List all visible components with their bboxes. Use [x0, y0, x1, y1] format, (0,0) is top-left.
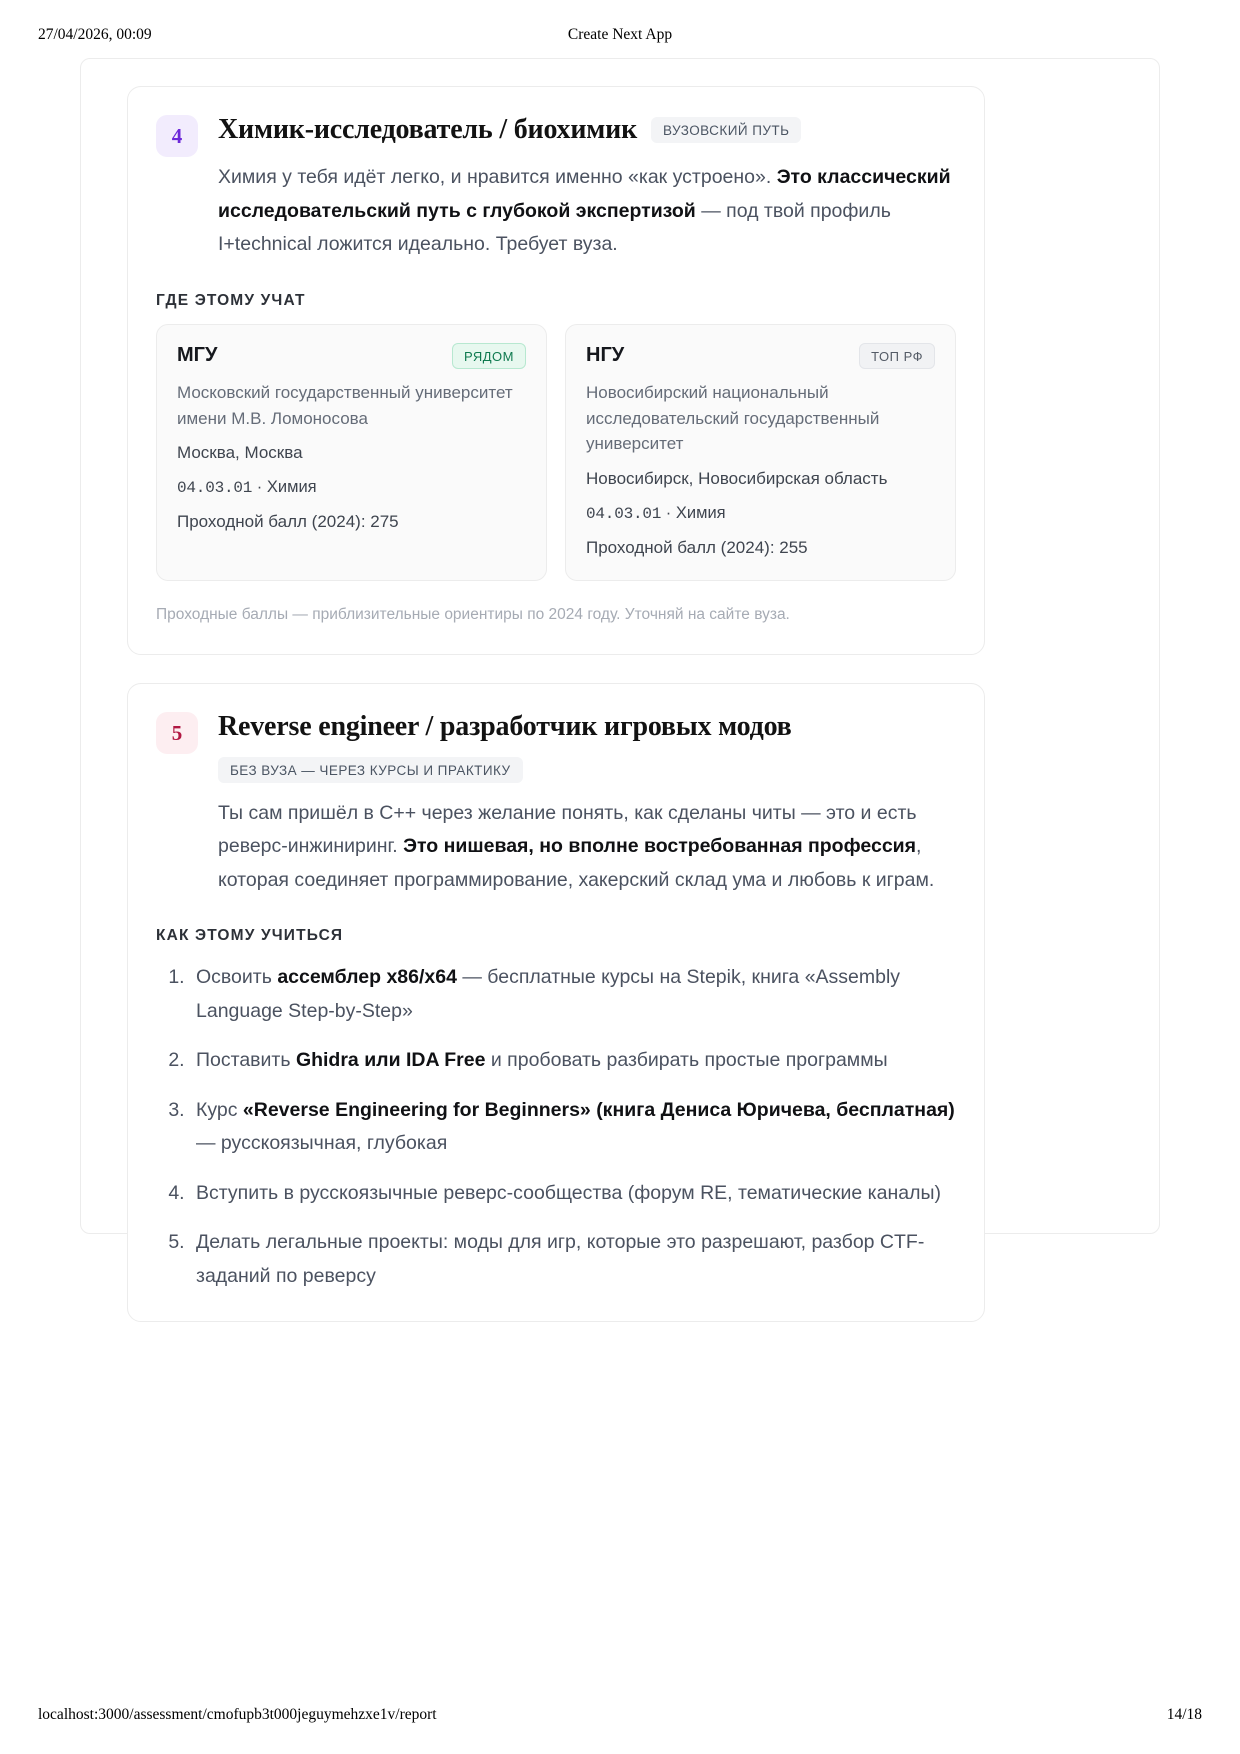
career-description: [218, 161, 956, 262]
step-text-tail: — русскоязычная, глубокая: [196, 1132, 448, 1155]
description-text-tail: — под твой профиль I+technical ложится идеально. Требует вуза.: [218, 199, 891, 256]
step-text-lead: Вступить в русскоязычные реверс-сообщества (форум RE, тематические каналы): [196, 1181, 941, 1204]
step-text-highlight: Ghidra или IDA Free: [295, 1049, 486, 1072]
career-card-reverse-engineer: [127, 683, 985, 1322]
list-item: [190, 961, 956, 1028]
university-short-name: НГУ: [586, 344, 625, 367]
step-text-tail: — бесплатные курсы на Stepik, книга «Assembly Language Step-by-Step»: [196, 966, 901, 1022]
program-name: Химия: [675, 503, 726, 522]
program-code: 04.03.01: [586, 504, 662, 523]
passing-score-note: Проходные баллы — приблизительные ориентиры по 2024 году. Уточняй на сайте вуза.: [156, 606, 790, 624]
rank-badge: 4: [156, 115, 198, 157]
step-text-highlight: ассемблер x86/x64: [277, 966, 457, 989]
description-text-tail: , которая соединяет программирование, хакерский склад ума и любовь к играм.: [218, 835, 935, 891]
program-name: Химия: [266, 477, 317, 496]
university-passing-score: Проходной балл (2024): 255: [586, 537, 808, 557]
university-full-name: Новосибирский национальный исследовательский государственный университет: [586, 382, 880, 454]
card-header-body: [218, 113, 956, 262]
print-footer: [0, 1706, 1240, 1728]
university-card-header: [586, 343, 935, 369]
report-page-sheet: [80, 58, 1160, 1287]
card-header-body: [218, 710, 956, 897]
career-title: Химик-исследователь / биохимик: [218, 114, 638, 145]
program-code: 04.03.01: [177, 478, 253, 497]
career-description: [218, 797, 956, 898]
list-item: [190, 1044, 956, 1078]
path-tag: ВУЗОВСКИЙ ПУТЬ: [651, 117, 801, 143]
university-program: 04.03.01 · Химия: [586, 503, 726, 523]
step-text-tail: и пробовать разбирать простые программы: [485, 1049, 888, 1072]
university-card-header: [177, 343, 526, 369]
list-item: [190, 1226, 956, 1293]
description-text-highlight: Это классический исследовательский путь с глубокой экспертизой: [218, 166, 951, 222]
university-badge: ТОП РФ: [859, 343, 935, 369]
path-tag: БЕЗ ВУЗА — ЧЕРЕЗ КУРСЫ И ПРАКТИКУ: [218, 757, 523, 783]
career-card-chemist: [127, 86, 985, 655]
university-grid: [156, 324, 956, 581]
university-program: 04.03.01 · Химия: [177, 477, 317, 497]
university-passing-score: Проходной балл (2024): 275: [177, 511, 399, 531]
step-text-lead: Поставить: [196, 1049, 296, 1072]
report-content: [127, 86, 985, 1350]
print-header: [0, 26, 1240, 48]
description-text-lead: Ты сам пришёл в C++ через желание понять, как сделаны читы — это и есть реверс-инжиниринг.: [218, 801, 917, 858]
university-badge: РЯДОМ: [452, 343, 526, 369]
description-text-highlight: Это нишевая, но вполне востребованная профессия: [403, 835, 917, 858]
section-title-how-to-learn: КАК ЭТОМУ УЧИТЬСЯ: [156, 927, 344, 945]
step-text-lead: Курс: [196, 1098, 243, 1121]
university-full-name: Московский государственный университет имени М.В. Ломоносова: [177, 382, 513, 428]
card-header: [156, 113, 956, 262]
list-item: [190, 1094, 956, 1161]
step-text-lead: Делать легальные проекты: моды для игр, которые это разрешают, разбор CTF-заданий по реверсу: [196, 1231, 925, 1287]
print-page-number: 14/18: [1166, 1706, 1202, 1723]
rank-badge: 5: [156, 712, 198, 754]
section-title-where-to-study: ГДЕ ЭТОМУ УЧАТ: [156, 291, 306, 309]
description-text-lead: Химия у тебя идёт легко, и нравится именно «как устроено».: [218, 166, 777, 189]
print-url: localhost:3000/assessment/cmofupb3t000jeguymehzxe1v/report: [38, 1706, 437, 1723]
university-card: [156, 324, 547, 581]
print-document-title: Create Next App: [567, 26, 673, 43]
university-short-name: МГУ: [177, 344, 218, 367]
title-row: [218, 113, 956, 147]
university-location: Москва, Москва: [177, 443, 303, 463]
howto-list: [156, 961, 956, 1293]
card-header: [156, 710, 956, 897]
step-text-lead: Освоить: [196, 966, 278, 989]
university-card: [565, 324, 956, 581]
university-location: Новосибирск, Новосибирская область: [586, 469, 888, 489]
step-text-highlight: «Reverse Engineering for Beginners» (книга Дениса Юричева, бесплатная): [242, 1098, 955, 1121]
list-item: [190, 1177, 956, 1211]
print-date: 27/04/2026, 00:09: [38, 26, 152, 43]
career-title: Reverse engineer / разработчик игровых модов: [218, 711, 792, 743]
